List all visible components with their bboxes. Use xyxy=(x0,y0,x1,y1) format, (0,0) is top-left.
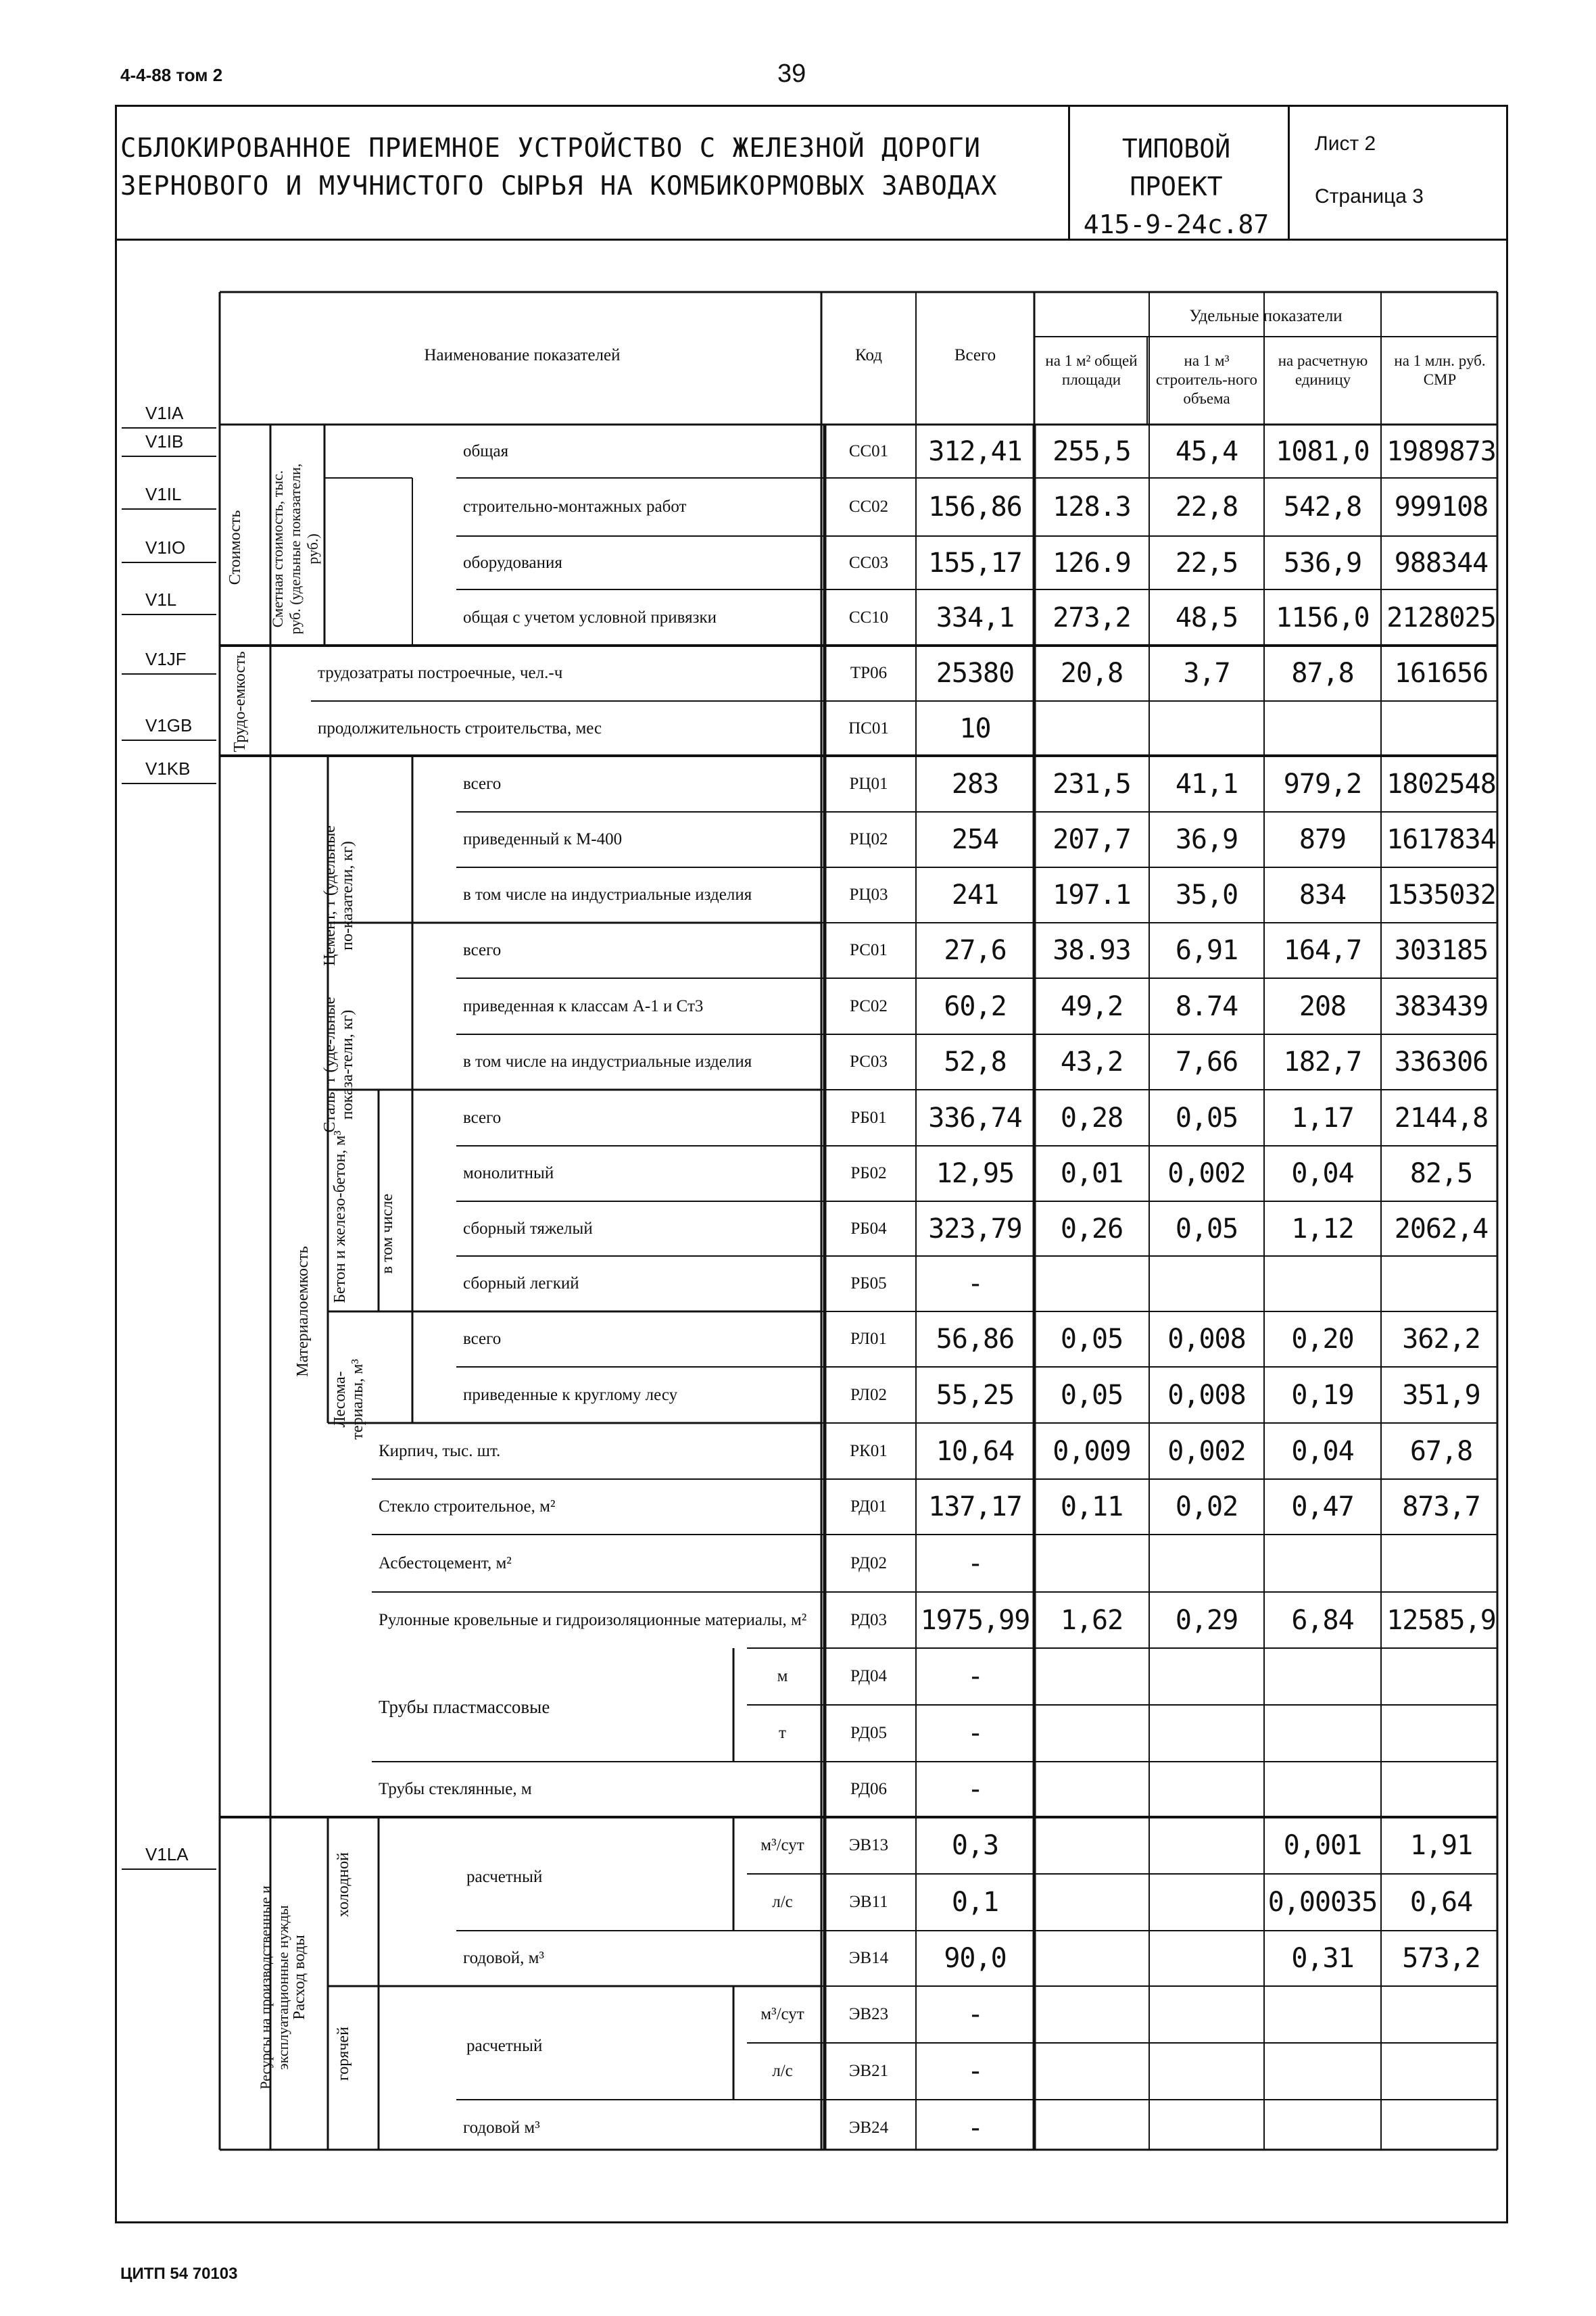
value-per-mln: 573,2 xyxy=(1402,1943,1480,1974)
value-per-unit: 979,2 xyxy=(1283,768,1362,800)
row-label: сборный легкий xyxy=(463,1274,579,1293)
value-per-mln: 873,7 xyxy=(1402,1491,1480,1522)
row-label: всего xyxy=(463,1330,502,1348)
value-per-unit: 6,84 xyxy=(1291,1604,1354,1636)
value-per-m2: 20,8 xyxy=(1060,658,1123,689)
value-per-m2: 255,5 xyxy=(1053,435,1131,467)
value-total: - xyxy=(967,1661,984,1692)
row-label: приведенный к М-400 xyxy=(463,830,623,848)
value-per-m2: 0,05 xyxy=(1060,1324,1123,1355)
value-per-mln: 82,5 xyxy=(1409,1158,1473,1189)
sheet-number: Лист 2 xyxy=(1315,132,1376,155)
row-label: оборудования xyxy=(463,553,562,572)
value-per-m2 xyxy=(1034,1874,1149,1931)
group-resources: Ресурсы на производственные и эксплуатационные нужды xyxy=(257,1885,291,2090)
value-per-m3: 0,05 xyxy=(1175,1213,1238,1245)
group-cement: Цемент, т (удельные по-казатели, кг) xyxy=(321,825,356,966)
value-per-m3: 36,9 xyxy=(1175,824,1238,855)
value-per-unit: 1,12 xyxy=(1291,1213,1354,1245)
value-per-m2: 273,2 xyxy=(1053,602,1131,633)
value-per-mln xyxy=(1381,1762,1501,1817)
value-per-m3: 35,0 xyxy=(1175,879,1238,911)
value-per-m3: 7,66 xyxy=(1175,1046,1238,1078)
row-label: строительно-монтажных работ xyxy=(463,498,687,516)
row-label: Кирпич, тыс. шт. xyxy=(379,1441,501,1460)
row-code: РБ04 xyxy=(850,1219,887,1238)
project-label: ТИПОВОЙ ПРОЕКТ xyxy=(1121,134,1231,201)
value-per-m3: 45,4 xyxy=(1175,435,1238,467)
value-per-mln xyxy=(1381,1535,1501,1592)
side-label-rule xyxy=(122,562,216,563)
group-hot: горячей xyxy=(335,2027,352,2081)
side-label-rule xyxy=(122,783,216,784)
value-per-m2: 231,5 xyxy=(1053,768,1131,800)
side-label-rule xyxy=(122,427,216,429)
value-per-unit: 879 xyxy=(1299,824,1347,855)
value-per-m3 xyxy=(1149,2043,1264,2100)
value-per-mln: 2062,4 xyxy=(1394,1213,1489,1245)
value-per-mln: 1989873 xyxy=(1386,435,1496,467)
value-total: 241 xyxy=(951,879,999,911)
col-header-per-mln: на 1 млн. руб. СМР xyxy=(1394,352,1486,388)
page-label: Страница 3 xyxy=(1315,185,1424,208)
value-per-m3: 0,02 xyxy=(1175,1491,1238,1522)
row-code: СС03 xyxy=(848,553,889,572)
row-code: РС02 xyxy=(850,996,888,1015)
value-per-mln xyxy=(1381,1986,1501,2043)
value-per-unit: 1,17 xyxy=(1291,1102,1354,1134)
side-label: V1KB xyxy=(145,758,191,779)
row-label: приведенная к классам А-1 и Ст3 xyxy=(463,996,704,1015)
value-per-m2: 197.1 xyxy=(1053,879,1131,911)
value-per-unit: 0,19 xyxy=(1291,1379,1354,1411)
value-per-m2 xyxy=(1034,1648,1149,1705)
value-total: 1975,99 xyxy=(920,1604,1030,1636)
row-code: СС02 xyxy=(848,498,889,516)
row-label: всего xyxy=(463,1108,502,1127)
group-cost: Стоимость xyxy=(226,510,244,585)
side-label: V1IL xyxy=(145,484,182,504)
value-per-unit: 0,00035 xyxy=(1267,1887,1378,1918)
row-label: Асбестоцемент, м² xyxy=(379,1553,512,1572)
value-per-mln: 2128025 xyxy=(1386,602,1496,633)
value-per-m3 xyxy=(1149,1256,1264,1311)
side-label: V1IO xyxy=(145,537,186,558)
group-cost-sub: Сметная стоимость, тыс. руб. (удельные показатели, руб.) xyxy=(269,463,321,635)
value-per-m2: 49,2 xyxy=(1060,990,1123,1022)
side-label: V1IA xyxy=(145,403,184,423)
value-per-unit: 542,8 xyxy=(1283,491,1362,523)
value-per-mln: 303185 xyxy=(1394,935,1489,966)
value-total: 0,3 xyxy=(951,1830,999,1861)
value-per-m2: 0,28 xyxy=(1060,1102,1123,1134)
value-total: 90,0 xyxy=(944,1943,1007,1974)
value-per-m3: 0,05 xyxy=(1175,1102,1238,1134)
col-header-name: Наименование показателей xyxy=(424,346,621,364)
row-code: РС03 xyxy=(850,1053,888,1071)
col-header-total: Всего xyxy=(954,346,996,364)
row-code: РД03 xyxy=(850,1610,888,1629)
value-total: - xyxy=(967,1774,984,1805)
value-total: 56,86 xyxy=(936,1324,1015,1355)
value-total: 137,17 xyxy=(928,1491,1022,1522)
value-per-m3: 22,8 xyxy=(1175,491,1238,523)
value-per-mln: 2144,8 xyxy=(1394,1102,1489,1134)
value-per-mln xyxy=(1381,2100,1501,2156)
value-total: - xyxy=(967,2056,984,2087)
value-per-mln: 1802548 xyxy=(1386,768,1496,800)
footer-code: ЦИТП 54 70103 xyxy=(120,2265,238,2283)
value-per-unit: 1081,0 xyxy=(1276,435,1370,467)
value-total: 283 xyxy=(951,768,999,800)
value-per-m2: 0,05 xyxy=(1060,1379,1123,1411)
side-label: V1L xyxy=(145,589,177,610)
value-total: 27,6 xyxy=(944,935,1007,966)
value-per-m2: 128.3 xyxy=(1053,491,1131,523)
row-label: м³/сут xyxy=(760,1836,804,1854)
project-number: 415-9-24с.87 xyxy=(1083,210,1269,239)
value-per-mln: 1535032 xyxy=(1386,879,1496,911)
side-label-rule xyxy=(122,740,216,741)
value-per-m2: 0,26 xyxy=(1060,1213,1123,1245)
value-per-unit xyxy=(1264,1762,1381,1817)
side-label-rule xyxy=(122,456,216,457)
value-per-unit: 0,47 xyxy=(1291,1491,1354,1522)
col-header-per-unit: на расчетную единицу xyxy=(1278,352,1368,388)
label-pipes-plastic: Трубы пластмассовые xyxy=(379,1697,550,1717)
value-per-mln: 67,8 xyxy=(1409,1435,1473,1467)
group-steel: Сталь, т (уде-льные показа-тели, кг) xyxy=(321,996,356,1133)
value-total: 312,41 xyxy=(928,435,1022,467)
row-label: общая с учетом условной привязки xyxy=(463,608,717,627)
value-total: 25380 xyxy=(936,658,1015,689)
row-code: СС01 xyxy=(848,441,889,460)
value-per-m3 xyxy=(1149,1931,1264,1986)
row-label: всего xyxy=(463,774,502,793)
row-label: Рулонные кровельные и гидроизоляционные материалы, м² xyxy=(379,1610,807,1629)
value-total: 0,1 xyxy=(951,1887,999,1918)
group-timber: Лесома-териалы, м³ xyxy=(331,1359,366,1440)
value-per-mln xyxy=(1381,1256,1501,1311)
row-code: РК01 xyxy=(850,1441,888,1460)
value-per-m2: 38.93 xyxy=(1053,935,1131,966)
value-per-m2: 207,7 xyxy=(1053,824,1131,855)
row-code: ТР06 xyxy=(850,664,888,682)
row-label: Трубы стеклянные, м xyxy=(379,1780,532,1798)
value-total: - xyxy=(967,2112,984,2144)
side-label: V1GB xyxy=(145,715,193,735)
value-per-m2 xyxy=(1034,1256,1149,1311)
value-total: 155,17 xyxy=(928,547,1022,579)
value-per-unit: 0,001 xyxy=(1283,1830,1362,1861)
group-water: Расход воды xyxy=(291,1935,308,2020)
title-line: СБЛОКИРОВАННОЕ ПРИЕМНОЕ УСТРОЙСТВО С ЖЕЛЕЗНОЙ ДОРОГИ xyxy=(120,133,981,164)
value-total: 55,25 xyxy=(936,1379,1015,1411)
value-per-m3: 41,1 xyxy=(1175,768,1238,800)
value-per-unit: 0,04 xyxy=(1291,1435,1354,1467)
value-per-mln: 999108 xyxy=(1394,491,1489,523)
row-code: РД04 xyxy=(850,1667,888,1685)
side-label: V1JF xyxy=(145,649,187,669)
value-per-mln: 336306 xyxy=(1394,1046,1489,1078)
row-label: годовой м³ xyxy=(463,2118,540,2137)
value-per-m3 xyxy=(1149,2100,1264,2156)
row-code: ЭВ13 xyxy=(848,1836,889,1854)
row-code: РБ01 xyxy=(850,1108,887,1127)
row-label: Стекло строительное, м² xyxy=(379,1497,556,1516)
value-per-unit: 0,20 xyxy=(1291,1324,1354,1355)
value-per-unit: 1156,0 xyxy=(1276,602,1370,633)
value-per-mln: 383439 xyxy=(1394,990,1489,1022)
value-per-unit: 208 xyxy=(1299,990,1347,1022)
row-code: СС10 xyxy=(848,608,889,627)
row-code: ЭВ14 xyxy=(848,1949,889,1967)
page-number: 39 xyxy=(777,59,806,88)
row-label: в том числе на индустриальные изделия xyxy=(463,1053,752,1071)
series-label: 4-4-88 том 2 xyxy=(120,65,223,85)
value-total: 52,8 xyxy=(944,1046,1007,1078)
row-label: л/с xyxy=(772,2062,793,2080)
side-label: V1IB xyxy=(145,431,184,452)
row-label: продолжительность строительства, мес xyxy=(318,719,602,738)
row-code: РЛ01 xyxy=(850,1330,887,1348)
value-per-unit xyxy=(1264,701,1381,756)
col-header-code: Код xyxy=(855,346,882,364)
value-total: 334,1 xyxy=(936,602,1015,633)
value-per-mln: 362,2 xyxy=(1402,1324,1480,1355)
value-per-mln: 12585,9 xyxy=(1386,1604,1496,1636)
value-per-unit xyxy=(1264,2100,1381,2156)
row-code: РЦ02 xyxy=(849,830,888,848)
row-label: годовой, м³ xyxy=(463,1949,544,1967)
side-label-rule xyxy=(122,508,216,510)
row-label: т xyxy=(779,1724,786,1742)
row-code: ЭВ24 xyxy=(848,2118,889,2137)
value-per-m2 xyxy=(1034,2043,1149,2100)
value-per-m3: 0,29 xyxy=(1175,1604,1238,1636)
row-label: монолитный xyxy=(463,1164,554,1182)
value-per-m2 xyxy=(1034,1986,1149,2043)
group-concrete: Бетон и железо-бетон, м³ xyxy=(331,1130,349,1303)
value-per-m2: 1,62 xyxy=(1060,1604,1123,1636)
value-per-m3 xyxy=(1149,1705,1264,1762)
col-header-per-m3: на 1 м³ строитель-ного объема xyxy=(1156,352,1257,407)
value-per-unit: 0,31 xyxy=(1291,1943,1354,1974)
group-cold: холодной xyxy=(335,1852,352,1917)
value-per-unit xyxy=(1264,1535,1381,1592)
value-per-m2 xyxy=(1034,1762,1149,1817)
row-label: общая xyxy=(463,441,509,460)
value-per-unit xyxy=(1264,1986,1381,2043)
value-per-m3 xyxy=(1149,701,1264,756)
value-per-m3: 22,5 xyxy=(1175,547,1238,579)
row-label: приведенные к круглому лесу xyxy=(463,1385,678,1404)
side-label: V1LA xyxy=(145,1844,189,1864)
value-per-unit: 87,8 xyxy=(1291,658,1354,689)
value-per-unit: 164,7 xyxy=(1283,935,1362,966)
row-code: РД05 xyxy=(850,1724,888,1742)
value-per-m3: 6,91 xyxy=(1175,935,1238,966)
value-per-m3: 0,008 xyxy=(1167,1324,1246,1355)
row-code: РД01 xyxy=(850,1497,888,1516)
row-code: РС01 xyxy=(850,941,888,959)
value-per-mln xyxy=(1381,701,1501,756)
value-per-mln xyxy=(1381,1705,1501,1762)
value-total: 60,2 xyxy=(944,990,1007,1022)
row-code: РД06 xyxy=(850,1780,888,1798)
value-per-m2 xyxy=(1034,1535,1149,1592)
value-per-m2 xyxy=(1034,1931,1149,1986)
row-label: м³/сут xyxy=(760,2005,804,2023)
col-header-specific: Удельные показатели xyxy=(1189,307,1343,325)
value-per-m3: 0,002 xyxy=(1167,1158,1246,1189)
value-per-unit xyxy=(1264,2043,1381,2100)
value-total: - xyxy=(967,1999,984,2030)
value-per-m3 xyxy=(1149,1762,1264,1817)
row-code: РБ05 xyxy=(850,1274,887,1293)
value-per-m3: 3,7 xyxy=(1183,658,1230,689)
value-per-unit: 536,9 xyxy=(1283,547,1362,579)
label-design-hot: расчетный xyxy=(466,2037,543,2055)
value-per-unit: 0,04 xyxy=(1291,1158,1354,1189)
value-per-m2: 126.9 xyxy=(1053,547,1131,579)
value-per-m2 xyxy=(1034,1705,1149,1762)
row-label: в том числе на индустриальные изделия xyxy=(463,886,752,904)
value-per-mln xyxy=(1381,1648,1501,1705)
label-design-cold: расчетный xyxy=(466,1868,543,1886)
value-total: 254 xyxy=(951,824,999,855)
value-per-mln: 1617834 xyxy=(1386,824,1496,855)
group-incl: в том числе xyxy=(379,1193,396,1274)
value-per-m3: 48,5 xyxy=(1175,602,1238,633)
value-per-mln: 351,9 xyxy=(1402,1379,1480,1411)
row-code: РБ02 xyxy=(850,1164,887,1182)
value-per-m2 xyxy=(1034,2100,1149,2156)
value-per-m2: 0,009 xyxy=(1053,1435,1131,1467)
row-code: ЭВ21 xyxy=(848,2062,889,2080)
value-total: - xyxy=(967,1268,984,1299)
value-total: 156,86 xyxy=(928,491,1022,523)
side-label-rule xyxy=(122,1868,216,1870)
value-per-m3: 8.74 xyxy=(1175,990,1238,1022)
value-total: 12,95 xyxy=(936,1158,1015,1189)
value-per-m3 xyxy=(1149,1874,1264,1931)
value-per-m2 xyxy=(1034,701,1149,756)
value-per-m2: 43,2 xyxy=(1060,1046,1123,1078)
group-labor: Трудо-емкость xyxy=(231,651,249,752)
value-per-mln: 988344 xyxy=(1394,547,1489,579)
row-code: РЦ01 xyxy=(849,774,888,793)
value-per-unit xyxy=(1264,1256,1381,1311)
value-per-m2: 0,11 xyxy=(1060,1491,1123,1522)
row-code: ЭВ11 xyxy=(849,1893,888,1911)
value-total: 336,74 xyxy=(928,1102,1022,1134)
row-label: всего xyxy=(463,941,502,959)
value-per-m3 xyxy=(1149,1648,1264,1705)
row-code: РЛ02 xyxy=(850,1385,887,1404)
value-per-unit: 834 xyxy=(1299,879,1347,911)
value-total: 10,64 xyxy=(936,1435,1015,1467)
row-label: л/с xyxy=(772,1893,793,1911)
side-label-rule xyxy=(122,614,216,615)
value-per-m3: 0,008 xyxy=(1167,1379,1246,1411)
value-per-m3 xyxy=(1149,1535,1264,1592)
value-per-m3 xyxy=(1149,1817,1264,1874)
value-per-unit: 182,7 xyxy=(1283,1046,1362,1078)
row-label: трудозатраты построечные, чел.-ч xyxy=(318,664,563,682)
title-line: ЗЕРНОВОГО И МУЧНИСТОГО СЫРЬЯ НА КОМБИКОРМОВЫХ ЗАВОДАХ xyxy=(120,171,998,201)
row-label: сборный тяжелый xyxy=(463,1219,593,1238)
row-code: РЦ03 xyxy=(849,886,888,904)
side-label-rule xyxy=(122,673,216,675)
row-code: ЭВ23 xyxy=(848,2005,889,2023)
row-code: РД02 xyxy=(850,1553,888,1572)
value-per-mln: 161656 xyxy=(1394,658,1489,689)
value-per-m3: 0,002 xyxy=(1167,1435,1246,1467)
value-per-mln xyxy=(1381,2043,1501,2100)
value-per-m2: 0,01 xyxy=(1060,1158,1123,1189)
row-code: ПС01 xyxy=(848,719,889,738)
value-total: 10 xyxy=(959,713,991,744)
col-header-per-m2: на 1 м² общей площади xyxy=(1045,352,1138,388)
value-per-m2 xyxy=(1034,1817,1149,1874)
value-per-mln: 1,91 xyxy=(1409,1830,1473,1861)
value-total: 323,79 xyxy=(928,1213,1022,1245)
value-per-unit xyxy=(1264,1705,1381,1762)
value-per-unit xyxy=(1264,1648,1381,1705)
value-per-mln: 0,64 xyxy=(1409,1887,1473,1918)
row-label: м xyxy=(777,1667,788,1685)
value-total: - xyxy=(967,1547,984,1579)
value-total: - xyxy=(967,1718,984,1749)
value-per-m3 xyxy=(1149,1986,1264,2043)
group-material: Материалоемкость xyxy=(294,1246,312,1377)
